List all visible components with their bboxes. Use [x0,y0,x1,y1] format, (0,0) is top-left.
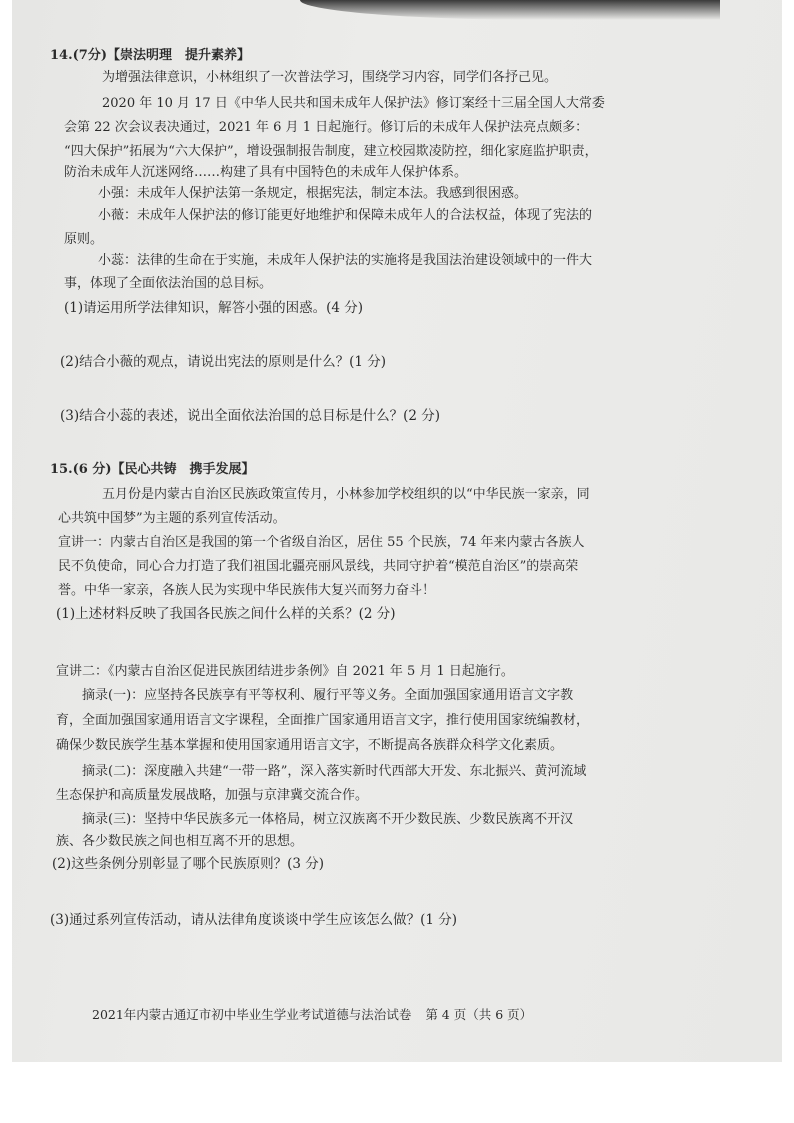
q15-line: 族、各少数民族之间也相互离不开的思想。 [56,834,304,849]
q15-question-1: (1)上述材料反映了我国各民族之间什么样的关系？(2 分) [56,606,396,622]
q14-heading: 14.(7分)【崇法明理 提升素养】 [50,48,250,63]
q15-question-3: (3)通过系列宣传活动，请从法律角度谈谈中学生应该怎么做？(1 分) [50,912,458,928]
q15-line: 宣讲一：内蒙古自治区是我国的第一个省级自治区，居住 55 个民族，74 年来内蒙古各族人 [58,535,585,550]
q15-line: 宣讲二：《内蒙古自治区促进民族团结进步条例》自 2021 年 5 月 1 日起施行。 [56,664,514,679]
q15-question-2: (2)这些条例分别彰显了哪个民族原则？(3 分) [52,856,325,872]
q14-question-3: (3)结合小蕊的表述，说出全面依法治国的总目标是什么？(2 分) [60,408,441,424]
q15-line: 育，全面加强国家通用语言文字课程，全面推广国家通用语言文字，推行使用国家统编教材， [56,713,590,728]
q14-line: 小强：未成年人保护法第一条规定，根据宪法，制定本法。我感到很困惑。 [98,186,528,201]
q15-line: 确保少数民族学生基本掌握和使用国家通用语言文字，不断提高各族群众科学文化素质。 [56,738,564,753]
q15-line: 五月份是内蒙古自治区民族政策宣传月，小林参加学校组织的以“中华民族一家亲，同 [102,487,590,502]
q14-line: 2020 年 10 月 17 日《中华人民共和国未成年人保护法》修订案经十三届全国人大常委 [102,96,605,111]
q14-line: 防治未成年人沉迷网络……构建了具有中国特色的未成年人保护体系。 [64,165,468,180]
q14-line: 小蕊：法律的生命在于实施，未成年人保护法的实施将是我国法治建设领域中的一件大 [98,253,593,268]
q14-line: 原则。 [64,232,104,247]
q14-line: 会第 22 次会议表决通过，2021 年 6 月 1 日起施行。修订后的未成年人保护法亮点颇多： [64,120,589,135]
q14-line: 小薇：未成年人保护法的修订能更好地维护和保障未成年人的合法权益，体现了宪法的 [98,208,593,223]
q15-line: 摘录(三)：坚持中华民族多元一体格局，树立汉族离不开少数民族、少数民族离不开汉 [82,812,574,827]
q15-line: 民不负使命，同心合力打造了我们祖国北疆亮丽风景线，共同守护着“模范自治区”的崇高荣 [58,559,579,574]
q14-question-2: (2)结合小薇的观点，请说出宪法的原则是什么？(1 分) [60,354,387,370]
q15-heading: 15.(6 分)【民心共铸 携手发展】 [50,462,255,477]
q14-line: 事，体现了全面依法治国的总目标。 [64,276,273,291]
q14-line: “四大保护”拓展为“六大保护”，增设强制报告制度，建立校园欺凌防控，细化家庭监护职责， [64,144,598,159]
page-footer [92,1005,532,1023]
q15-line: 摘录(二)：深度融入共建“一带一路”，深入落实新时代西部大开发、东北振兴、黄河流域 [82,764,587,779]
q15-line: 誉。中华一家亲，各族人民为实现中华民族伟大复兴而努力奋斗！ [58,583,436,598]
exam-title: 2021年内蒙古通辽市初中毕业生学业考试道德与法治试卷 [92,1007,412,1022]
page-number: 第 4 页（共 6 页） [425,1007,533,1022]
q15-line: 摘录(一)：应坚持各民族享有平等权利、履行平等义务。全面加强国家通用语言文字教 [82,688,574,703]
q14-question-1: (1)请运用所学法律知识，解答小强的困惑。(4 分) [64,300,364,316]
q15-line: 心共筑中国梦”为主题的系列宣传活动。 [58,511,286,526]
q15-line: 生态保护和高质量发展战略，加强与京津冀交流合作。 [56,788,369,803]
q14-line: 为增强法律意识，小林组织了一次普法学习，围绕学习内容，同学们各抒己见。 [102,70,558,85]
